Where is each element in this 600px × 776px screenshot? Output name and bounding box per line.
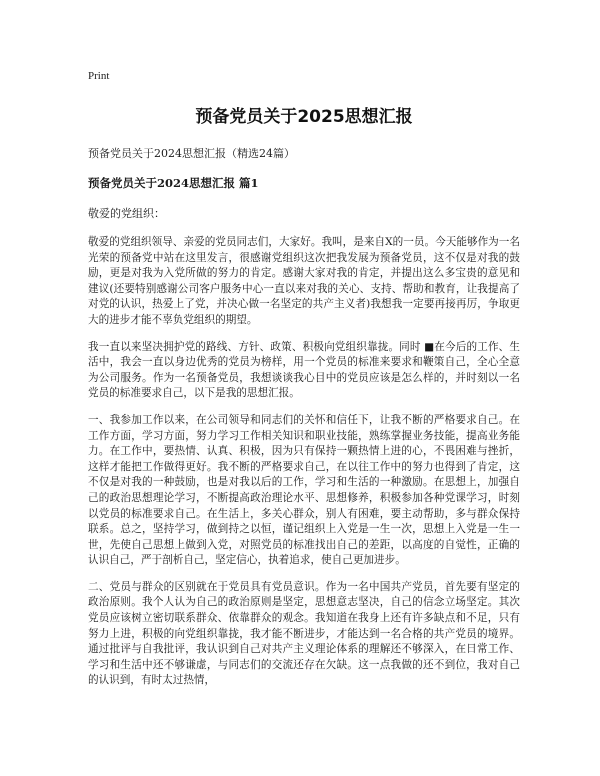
paragraph-4: 二、党员与群众的区别就在于党员具有党员意识。作为一名中国共产党员，首先要有坚定的政治原则。我个人认为自己的政治原则是坚定，思想意志坚决，自己的信念立场坚定。其次党员应该树立密切联系群众、依靠群众的观念。我知道在我身上还有许多缺点和不足，只有努力上进，积极的向党组织靠拢，我才能不断进步，才能达到一名合格的共产党员的境界。通过批评与自我批评，我认识到自己对共产主义理论体系的理解还不够深入，在日常工作、学习和生活中还不够谦虚，与同志们的交流还存在欠缺。这一点我做的还不到位，我对自己的认识到，有时太过热情， <box>88 580 520 687</box>
greeting: 敬爱的党组织： <box>88 207 165 220</box>
page-title: 预备党员关于2025思想汇报 <box>195 107 413 127</box>
paragraph-3: 一、我参加工作以来，在公司领导和同志们的关怀和信任下，让我不断的严格要求自己。在工作方面，学习方面，努力学习工作相关知识和职业技能，熟练掌握业务技能，提高业务能力。在工作中，要热情、认真、积极，因为只有保持一颗热情上进的心，不畏困难与挫折，这样才能把工作做得更好。我不断的严格要求自己，在以往工作中的努力也得到了肯定，这不仅是对我的一种鼓励，也是对我以后的工作，学习和生活的一种激励。在思想上，加强自己的政治思想理论学习，不断提高政治理论水平、思想修养，积极参加各种党课学习，时刻以党员的标准要求自己。在生活上，多关心群众，别人有困难，要主动帮助，多与群众保持联系。总之，坚持学习，做到持之以恒，谨记组织上入党是一生一次，思想上入党是一生一世，先使自己思想上做到入党，对照党员的标准找出自己的差距，以高度的自觉性，正确的认识自己，严于剖析自己，坚定信心，执着追求，使自己更加进步。 <box>88 413 520 567</box>
section-heading: 预备党员关于2024思想汇报 篇1 <box>88 176 259 190</box>
paragraph-2: 我一直以来坚决拥护党的路线、方针、政策、积极向党组织靠拢。同时 ■在今后的工作、生活中，我会一直以身边优秀的党员为榜样，用一个党员的标准来要求和鞭策自己，全心全意为公司服务。作为一名预备党员，我想谈谈我心目中的党员应该是怎么样的，并时刻以一名党员的标准要求自己，以下是我的思想汇报。 <box>88 340 520 400</box>
subtitle: 预备党员关于2024思想汇报（精选24篇） <box>88 147 295 160</box>
print-label[interactable]: Print <box>88 70 110 82</box>
paragraph-1: 敬爱的党组织领导、亲爱的党员同志们，大家好。我叫，是来自X的一员。今天能够作为一名光荣的预备党中站在这里发言，很感谢党组织这次把我发展为预备党员，这不仅是对我的鼓励，更是对我为入党所做的努力的肯定。感谢大家对我的肯定，并提出这么多宝贵的意见和建议(还要特别感谢公司客户服务中心一直以来对我的关心、支持、帮助和教育，让我提高了对党的认识，热爱上了党，并决心做一名坚定的共产主义者)我想我一定要再接再厉，争取更大的进步才能不辜负党组织的期望。 <box>88 236 520 326</box>
document-page <box>88 70 520 700</box>
